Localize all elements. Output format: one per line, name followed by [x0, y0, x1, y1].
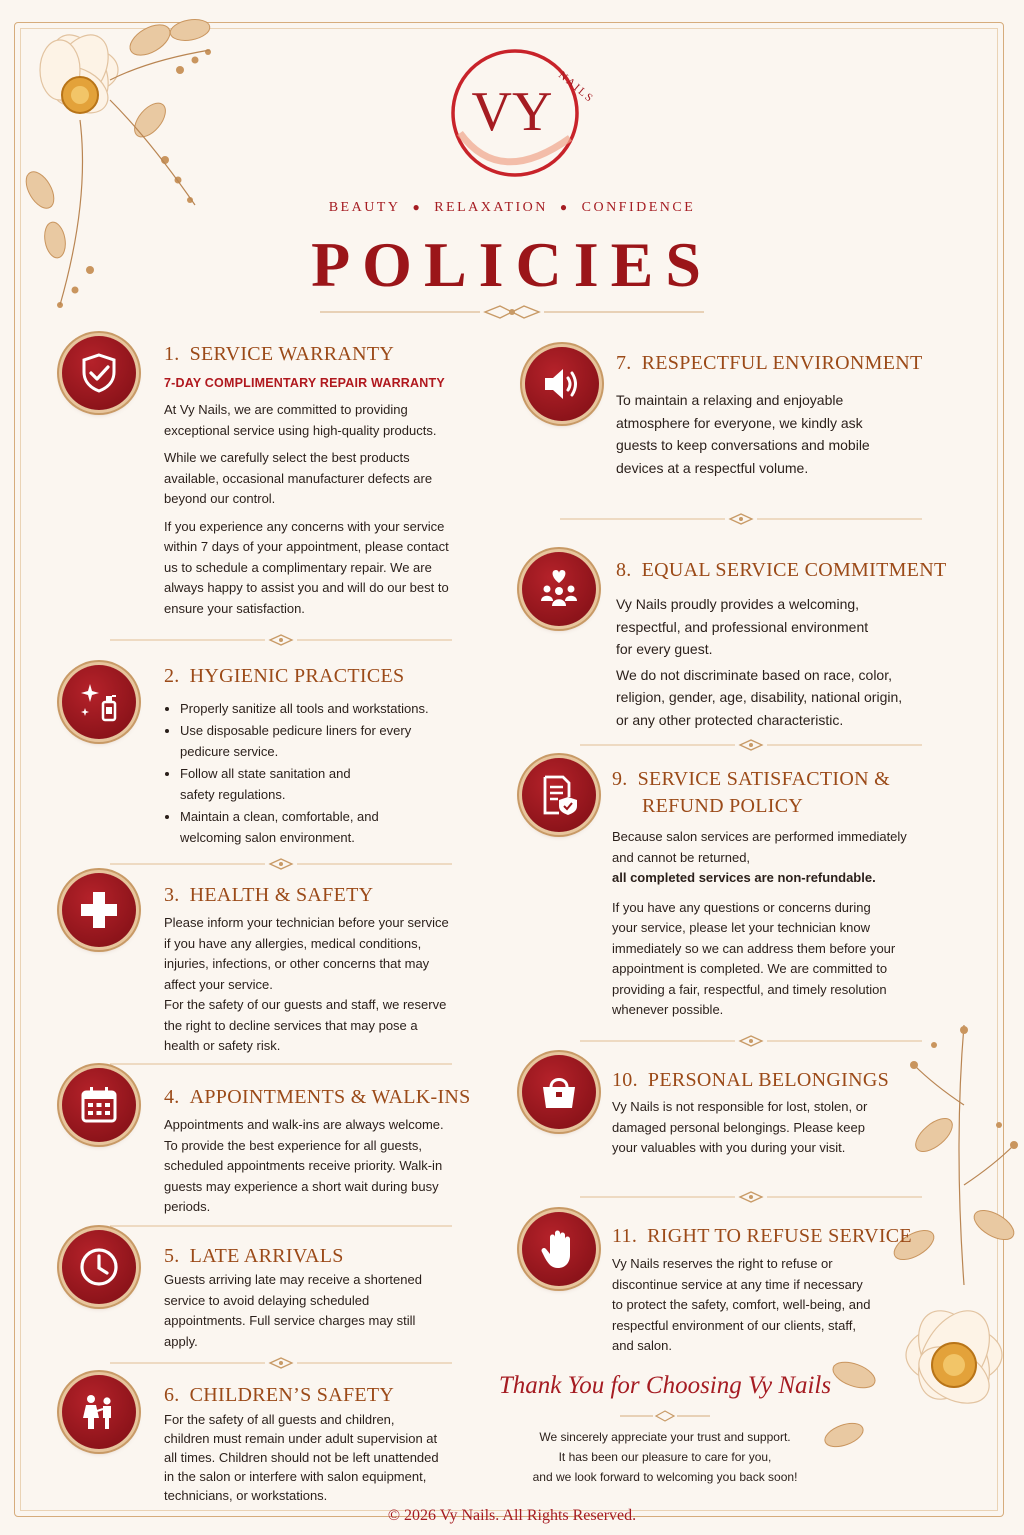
section-9-title: 9. SERVICE SATISFACTION & REFUND POLICY — [612, 768, 891, 817]
children-icon — [62, 1375, 136, 1449]
section-divider — [580, 1035, 922, 1047]
section-9-p2: If you have any questions or concerns during your service, please let your technician know immediately so we can address them before your appointment is completed. We are committed to providing a fair, respectful, and timely resolution whenever possible. — [612, 899, 896, 1017]
vy-nails-logo — [440, 38, 597, 188]
section-11-title: 11. RIGHT TO REFUSE SERVICE — [612, 1225, 912, 1247]
section-divider — [560, 513, 922, 525]
section-2-bullet-1: • Properly sanitize all tools and workstations. — [180, 698, 464, 719]
section-10-body — [612, 1097, 872, 1166]
thanks-divider — [620, 1410, 710, 1422]
section-9-p1-bold: all completed services are non-refundable. — [612, 870, 876, 885]
section-5-body — [164, 1270, 436, 1359]
section-2-bullet-4: • Maintain a clean, comfortable, and welcoming salon environment. — [180, 806, 400, 848]
shield-check-icon — [62, 336, 136, 410]
section-2-body — [164, 698, 464, 849]
thank-you-line-2: It has been our pleasure to care for you, — [558, 1450, 772, 1464]
section-6-title: 6. CHILDREN’S SAFETY — [164, 1384, 395, 1406]
section-2-bullet-3: • Follow all state sanitation and safety regulations. — [180, 763, 380, 805]
section-8-body — [616, 593, 908, 738]
thank-you-line-1: We sincerely appreciate your trust and support. — [539, 1430, 791, 1444]
section-8-p1: Vy Nails proudly provides a welcoming, respectful, and professional environment for every guest. — [616, 596, 869, 657]
section-2-bullet-2: • Use disposable pedicure liners for every pedicure service. — [180, 720, 442, 762]
section-7-body — [616, 389, 906, 486]
section-4-body — [164, 1115, 458, 1225]
section-8-p2: We do not discriminate based on race, color, religion, gender, age, disability, national origin, or any other protected characteristic. — [616, 666, 903, 728]
tagline-confidence: CONFIDENCE — [581, 200, 696, 215]
section-2-title: 2. HYGIENIC PRACTICES — [164, 665, 405, 687]
title-divider — [320, 304, 704, 320]
section-9-body — [612, 827, 907, 1028]
section-6-body — [164, 1410, 439, 1512]
logo-monogram: VY — [471, 81, 553, 143]
section-divider — [110, 858, 452, 870]
section-10-title: 10. PERSONAL BELONGINGS — [612, 1069, 889, 1091]
section-7-title: 7. RESPECTFUL ENVIRONMENT — [616, 352, 923, 374]
tagline-beauty: BEAUTY — [328, 200, 401, 215]
thank-you-line-3: and we look forward to welcoming you back soon! — [532, 1470, 798, 1484]
section-divider — [580, 1191, 922, 1203]
section-7-p1: To maintain a relaxing and enjoyable atmosphere for everyone, we kindly ask guests to keep conversations and mobile devices at a respectful volume. — [616, 392, 870, 476]
page-title: POLICIES — [311, 229, 713, 300]
section-1-p2: While we carefully select the best products available, occasional manufacturer defects are beyond our control. — [164, 450, 433, 506]
tagline: BEAUTY ● RELAXATION ● CONFIDENCE — [328, 200, 696, 215]
section-5-title: 5. LATE ARRIVALS — [164, 1245, 344, 1267]
section-1-title: 1. SERVICE WARRANTY — [164, 343, 395, 365]
section-10-p1: Vy Nails is not responsible for lost, stolen, or damaged personal belongings. Please keep your valuables with you during your visit. — [612, 1099, 868, 1155]
section-11-p1: Vy Nails reserves the right to refuse or discontinue service at any time if necessary to protect the safety, comfort, well-being, and respectful environment of our clients, staff, and salon. — [612, 1256, 871, 1353]
section-1-p1: At Vy Nails, we are committed to providing exceptional service using high-quality products. — [164, 402, 437, 438]
thank-you-message — [470, 1427, 860, 1487]
section-divider — [580, 739, 922, 751]
speaker-icon — [525, 347, 599, 421]
section-3-p1: Please inform your technician before your service if you have any allergies, medical conditions, injuries, infections, or other concerns that may affect your service. — [164, 915, 449, 992]
section-1-body — [164, 400, 464, 626]
section-1-p3: If you experience any concerns with your service within 7 days of your appointment, please contact us to schedule a complimentary repair. We are always happy to assist you and will do our best to ensure your satisfaction. — [164, 518, 449, 616]
document-shield-icon — [522, 758, 596, 832]
logo-small-text: NAILS — [556, 69, 597, 106]
section-5-p1: Guests arriving late may receive a shortened service to avoid delaying scheduled appointments. Full service charges may still apply. — [164, 1272, 422, 1349]
clock-icon — [62, 1230, 136, 1304]
section-divider — [110, 1058, 452, 1070]
tagline-relaxation: RELAXATION — [434, 200, 548, 215]
section-divider — [110, 1220, 452, 1232]
copyright-footer: © 2026 Vy Nails. All Rights Reserved. — [387, 1507, 637, 1524]
hand-stop-icon — [522, 1212, 596, 1286]
section-3-title: 3. HEALTH & SAFETY — [164, 884, 374, 906]
section-4-title: 4. APPOINTMENTS & WALK-INS — [164, 1086, 471, 1108]
section-11-body — [612, 1254, 877, 1364]
section-8-title: 8. EQUAL SERVICE COMMITMENT — [616, 559, 947, 581]
thank-you-title: Thank You for Choosing Vy Nails — [498, 1372, 832, 1399]
cross-icon — [62, 873, 136, 947]
handbag-icon — [522, 1055, 596, 1129]
section-6-p1: For the safety of all guests and children, children must remain under adult supervision at all times. Children should not be left unattended in the salon or interfere with salon equipment, technicians, or workstations. — [164, 1412, 439, 1503]
sparkle-bottle-icon — [62, 665, 136, 739]
calendar-icon — [62, 1068, 136, 1142]
section-divider — [110, 634, 452, 646]
section-1-subtitle: 7-DAY COMPLIMENTARY REPAIR WARRANTY — [164, 376, 445, 390]
section-4-p1: Appointments and walk-ins are always welcome. To provide the best experience for all guests, scheduled appointments receive priority. Walk-in guests may experience a short wait during busy periods. — [164, 1117, 444, 1214]
section-3-body — [164, 913, 454, 1064]
section-divider — [110, 1357, 452, 1369]
heart-people-icon — [522, 552, 596, 626]
section-3-p2: For the safety of our guests and staff, we reserve the right to decline services that may pose a health or safety risk. — [164, 997, 447, 1053]
section-9-p1: Because salon services are performed immediately and cannot be returned, — [612, 829, 907, 865]
